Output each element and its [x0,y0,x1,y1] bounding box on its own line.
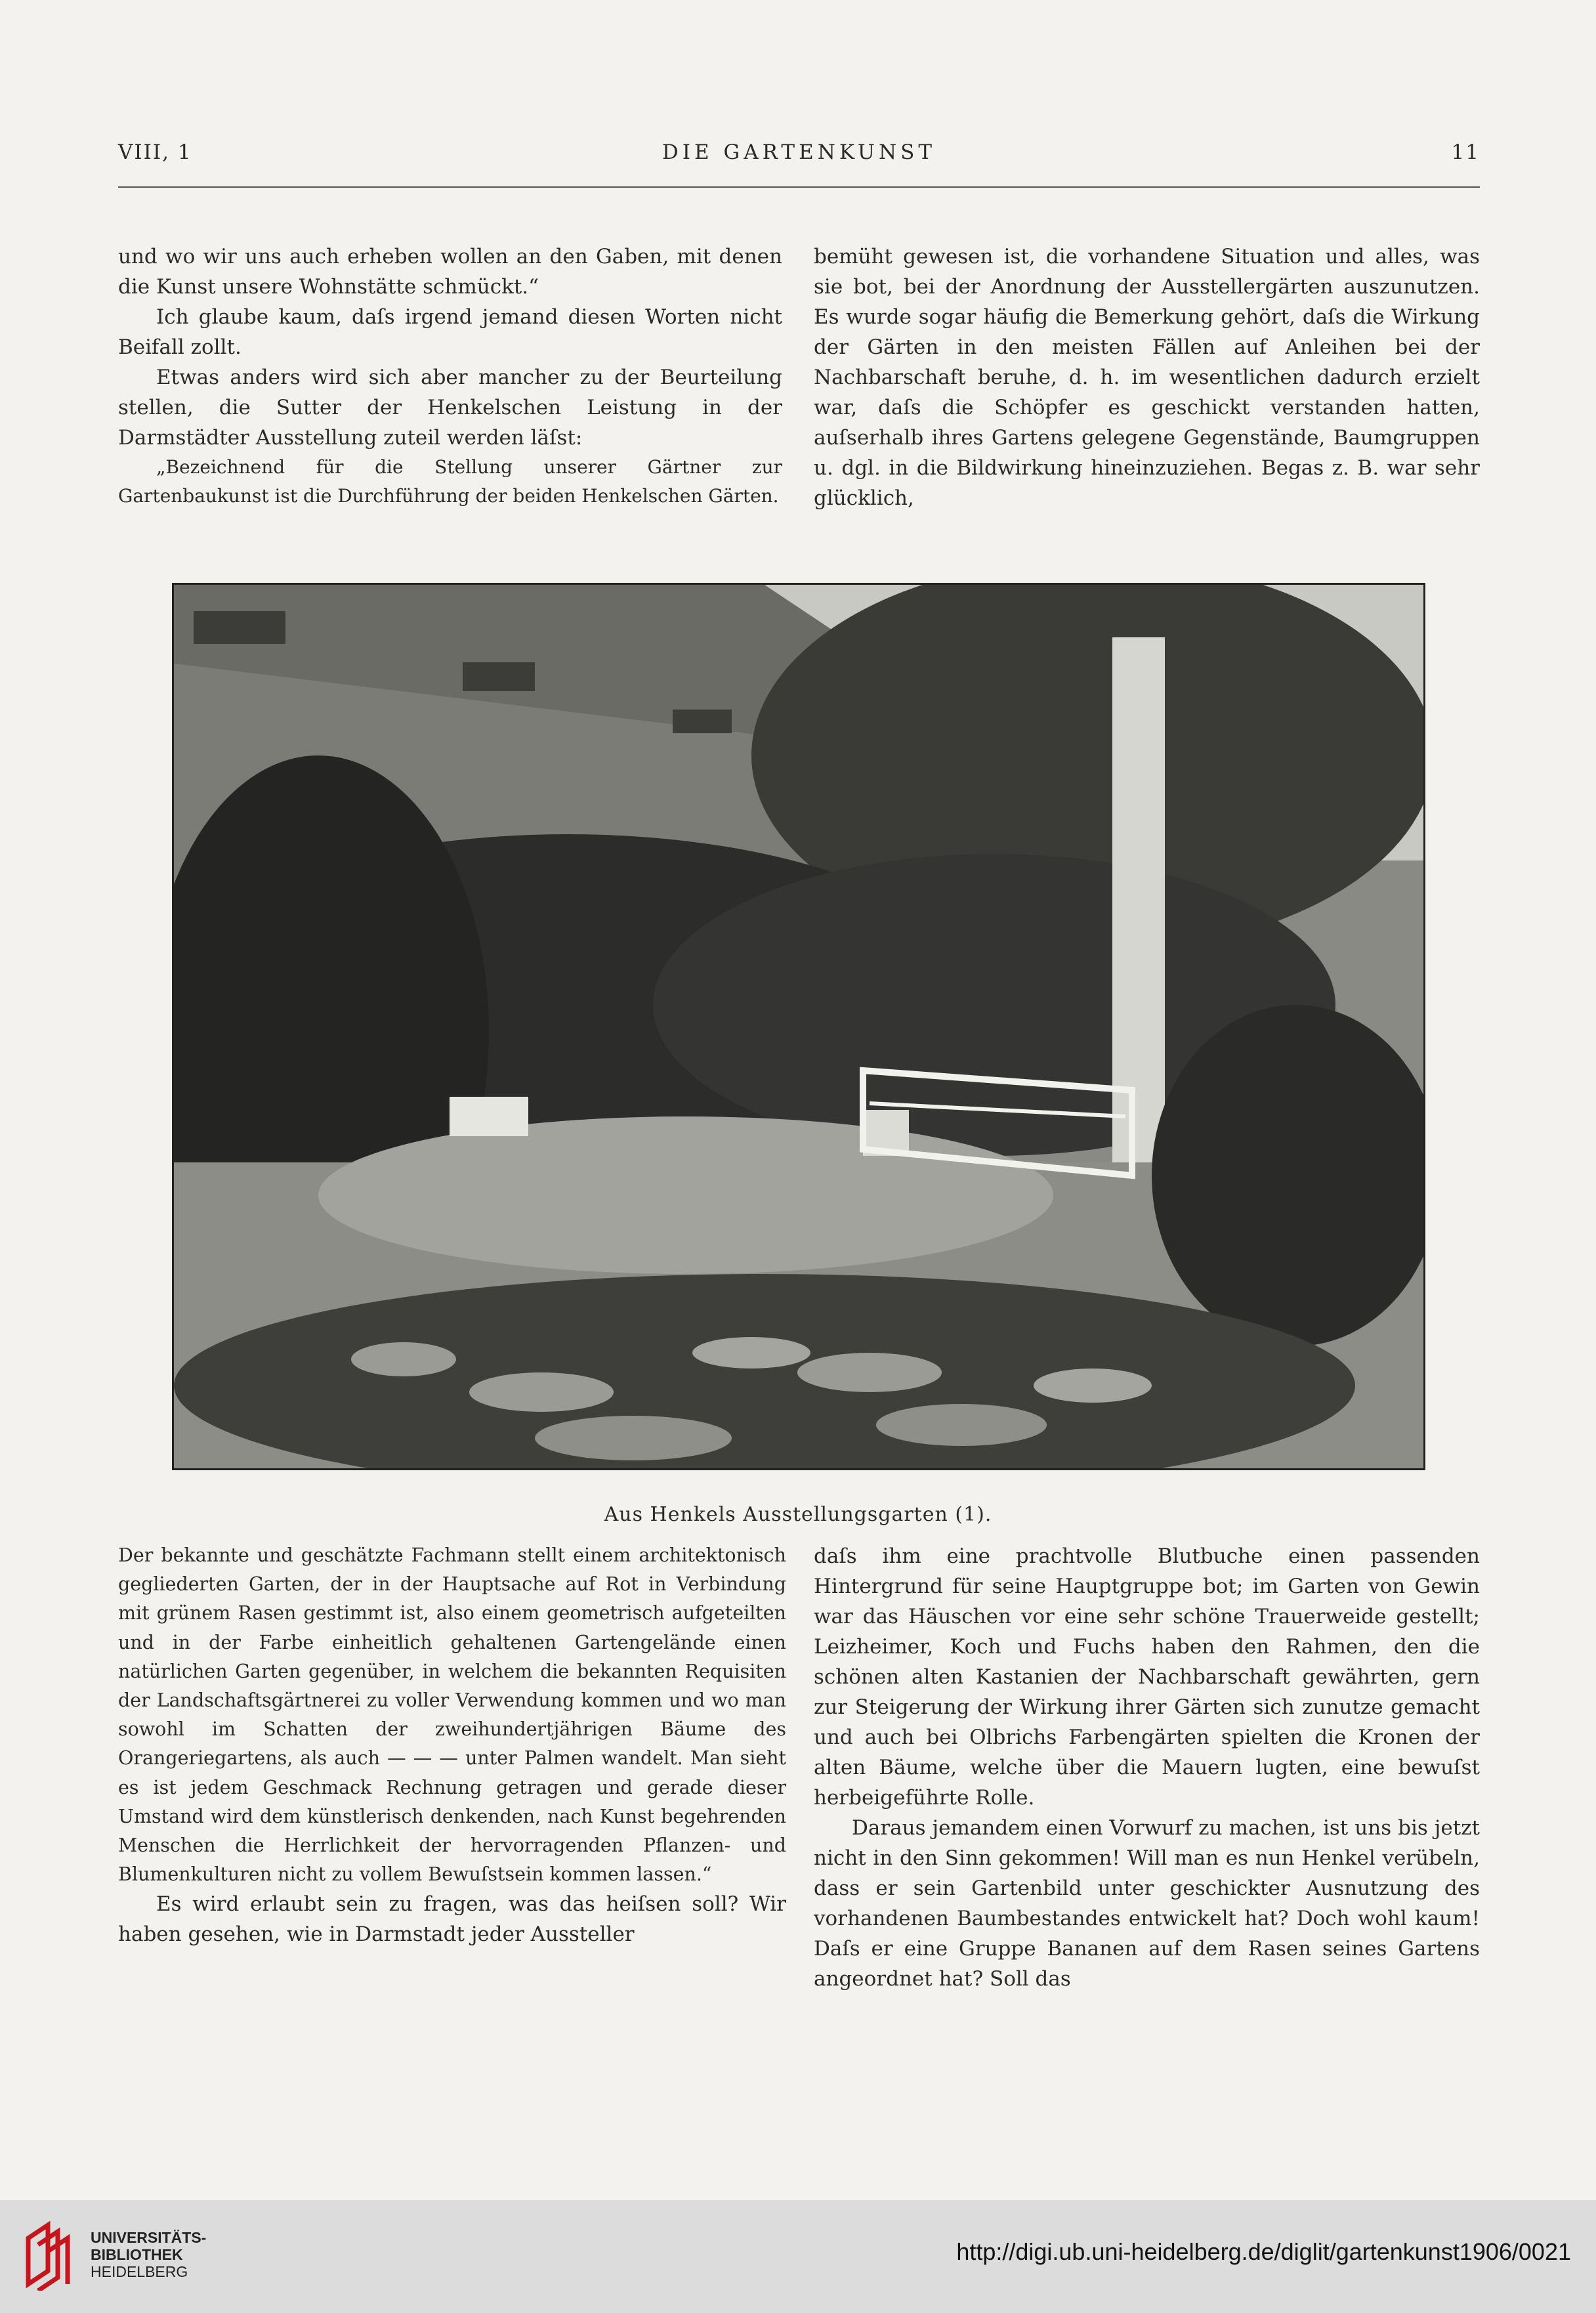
library-line: UNIVERSITÄTS- [91,2229,207,2246]
paragraph: Daraus jemandem einen Vorwurf zu machen, ist uns bis jetzt nicht in den Sinn gekommen! Will man es nun Henkel verübeln, dass er sein Gartenbild unter geschickter Ausnutzung des vorhandenen Baumbestandes entwickelt hat? Doch wohl kaum! Daſs er eine Gruppe Bananen auf dem Rasen seines Gartens angeordnet hat? Soll das [814,1816,1480,1991]
figure-caption: Aus Henkels Ausstellungsgarten (1). [604,1503,992,1526]
library-line: BIBLIOTHEK [91,2246,183,2263]
paragraph: Ich glaube kaum, daſs irgend jemand diesen Worten nicht Beifall zollt. [118,305,782,359]
header-rule [118,186,1480,188]
library-line: HEIDELBERG [91,2263,188,2280]
library-name [91,2229,206,2280]
paragraph: bemüht gewesen ist, die vorhandene Situation und alles, was sie bot, bei der Anordnung der Ausstellergärten auszunutzen. Es wurde sogar häufig die Bemerkung gehört, daſs die Wirkung der Gärten in den meisten Fällen auf Anleihen bei der Nachbarschaft beruhe, d. h. im wesentlichen dadurch erzielt war, daſs die Schöpfer es geschickt verstanden hatten, auſserhalb ihres Gartens gelegene Gegenstände, Baumgruppen u. dgl. in die Bildwirkung hineinzuziehen. Begas z. B. war sehr glücklich, [814,245,1480,510]
page-number: 11 [1451,140,1480,164]
paragraph: Es wird erlaubt sein zu fragen, was das heiſsen soll? Wir haben gesehen, wie in Darmstadt jeder Aussteller [118,1892,786,1947]
paragraph: und wo wir uns auch erheben wollen an den Gaben, mit denen die Kunst unsere Wohnstätte schmückt.“ [118,245,782,299]
top-left-column [118,242,782,511]
paragraph: Etwas anders wird sich aber mancher zu der Beurteilung stellen, die Sutter der Henkelschen Leistung in der Darmstädter Ausstellung zuteil werden läſst: [118,366,782,450]
garden-photograph [172,583,1425,1470]
quote-paragraph: „Bezeichnend für die Stellung unserer Gärtner zur Gartenbaukunst ist die Durchführung der beiden Henkelschen Gärten. [118,456,782,507]
source-url-link[interactable]: http://digi.ub.uni-heidelberg.de/diglit/gartenkunst1906/0021 [956,2238,1571,2265]
running-header [118,140,1480,173]
digitization-footer [0,2200,1596,2313]
bottom-left-column [118,1541,786,1949]
volume-number: VIII, 1 [118,140,192,164]
library-logo-icon [18,2218,84,2291]
journal-title: DIE GARTENKUNST [662,140,936,164]
paragraph: daſs ihm eine prachtvolle Blutbuche einen passenden Hintergrund für seine Hauptgruppe bot; im Garten von Gewin war das Häuschen vor eine sehr schöne Trauerweide gestellt; Leizheimer, Koch und Fuchs haben den Rahmen, den die schönen alten Kastanien der Nachbarschaft gewährten, gern zur Steigerung der Wirkung ihrer Gärten sich zunutze gemacht und auch bei Olbrichs Farbengärten spielten die Kronen der alten Bäume, welche über die Mauern lugten, eine bewuſst herbeigeführte Rolle. [814,1544,1480,1810]
top-right-column [814,242,1480,513]
paragraph: Der bekannte und geschätzte Fachmann stellt einem architektonisch gegliederten Garten, der in der Hauptsache auf Rot in Verbindung mit grünem Rasen gestimmt ist, also einem geometrisch aufgeteilten und in der Farbe einheitlich gehaltenen Gartengelände einen natürlichen Garten gegenüber, in welchem die bekannten Requisiten der Landschaftsgärtnerei zu voller Verwendung kommen und wo man sowohl im Schatten der zweihundertjährigen Bäume des Orangeriegartens, als auch — — — unter Palmen wandelt. Man sieht es ist jedem Geschmack Rechnung getragen und gerade dieser Umstand wird dem künstlerisch denkenden, nach Kunst begehrenden Menschen die Herrlichkeit der hervorragenden Pflanzen- und Blumenkulturen nicht zu vollem Bewuſstsein kommen lassen.“ [118,1544,786,1886]
bottom-right-column [814,1541,1480,1994]
